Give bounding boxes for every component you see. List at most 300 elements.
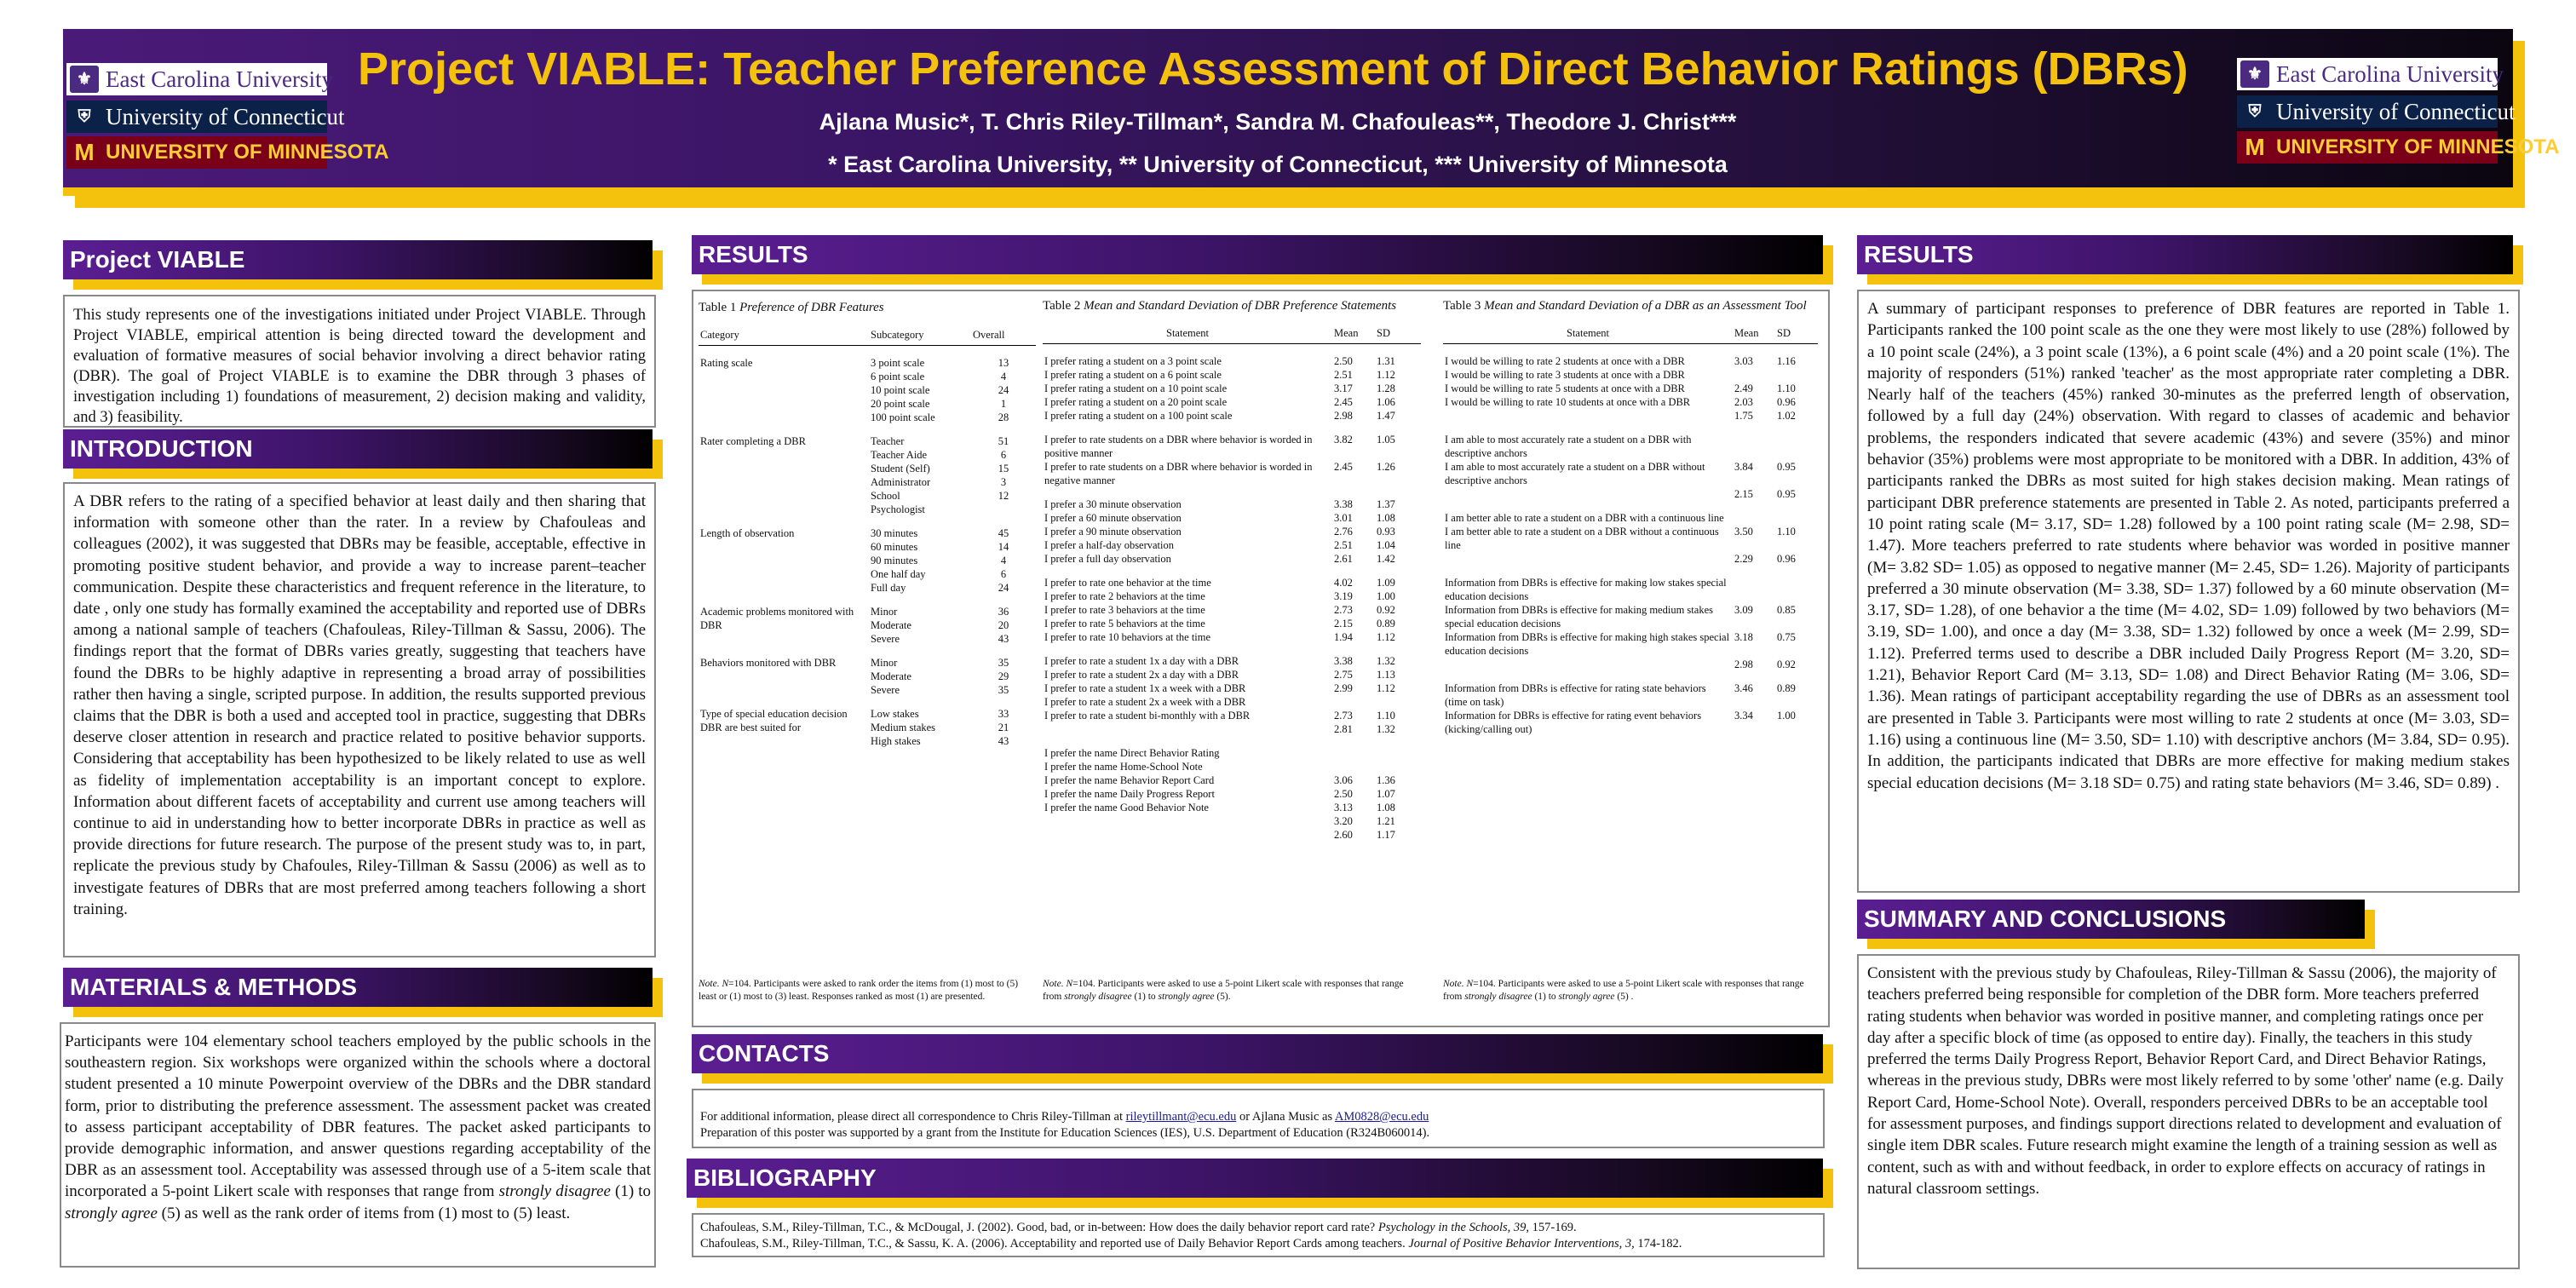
table-1-label: Table 1: [699, 301, 737, 314]
mean-cell: 2.45: [1334, 461, 1353, 473]
summary-heading: SUMMARY AND CONCLUSIONS: [1857, 900, 2365, 939]
mean-cell: 3.38: [1334, 655, 1353, 667]
sd-cell: 1.13: [1377, 669, 1395, 681]
overall-cell: 43: [998, 735, 1009, 747]
statement-cell: I prefer the name Good Behavior Note: [1044, 802, 1209, 814]
table-row: [1043, 589, 1421, 603]
table-row: [1043, 644, 1421, 668]
table-row: [1043, 695, 1421, 709]
table-1-header: Category: [699, 325, 869, 346]
statement-cell: I would be willing to rate 10 students at once with a DBR: [1445, 396, 1691, 408]
ecu-seal-icon: ⚜: [2240, 60, 2269, 88]
statement-cell: Information from DBRs is effective for rating state behaviors (time on task): [1445, 682, 1706, 708]
sd-cell: 1.02: [1777, 410, 1796, 422]
statement-cell: [1043, 814, 1332, 828]
mean-cell: [1733, 566, 1775, 603]
subcategory-cell: Moderate: [871, 619, 911, 631]
uconn-logo-right: [2237, 95, 2516, 128]
subcategory-cell: Minor: [871, 657, 898, 669]
mean-cell: 2.50: [1334, 355, 1353, 367]
contacts-text: For additional information, please direct all correspondence to Chris Riley-Tillman at: [700, 1110, 1126, 1124]
sd-cell: 1.32: [1377, 655, 1395, 667]
overall-cell: 29: [998, 670, 1009, 682]
mean-cell: 3.84: [1734, 461, 1753, 473]
sd-cell: 1.06: [1377, 396, 1395, 408]
sd-cell: 1.17: [1377, 829, 1395, 841]
table-row: [1043, 630, 1421, 644]
sd-cell: 0.89: [1377, 618, 1395, 630]
sd-cell: 0.95: [1777, 488, 1796, 500]
poster-title: Project VIABLE: Teacher Preference Assessment of Direct Behavior Ratings (DBRs): [358, 43, 2188, 95]
statement-cell: Information for DBRs is effective for rating event behaviors (kicking/calling out): [1445, 710, 1702, 735]
contacts-heading: CONTACTS: [692, 1034, 1823, 1073]
mean-cell: 3.38: [1334, 498, 1353, 510]
viable-heading: Project VIABLE: [63, 240, 653, 279]
table-row: [1043, 487, 1421, 511]
overall-cell: [971, 503, 1036, 516]
table-row: [1043, 709, 1421, 722]
reference-text: Chafouleas, S.M., Riley-Tillman, T.C., & McDougal, J. (2002). Good, bad, or in-between: How does the daily behavior report card rate?: [700, 1221, 1378, 1234]
mean-cell: [1733, 423, 1775, 460]
mean-cell: 3.06: [1334, 774, 1353, 786]
sd-cell: 1.42: [1377, 553, 1395, 565]
table-row: [1043, 538, 1421, 552]
statement-cell: I would be willing to rate 3 students at once with a DBR: [1445, 369, 1685, 381]
statement-cell: I prefer rating a student on a 20 point scale: [1044, 396, 1228, 408]
mean-cell: 3.46: [1734, 682, 1753, 694]
table-2-header: SD: [1375, 323, 1421, 344]
statement-cell: I prefer to rate students on a DBR where behavior is worded in positive manner: [1044, 434, 1313, 459]
sd-cell: 1.09: [1377, 577, 1395, 589]
sd-cell: 1.00: [1377, 590, 1395, 602]
table-3-note-emphasis: strongly disagree: [1464, 992, 1532, 1002]
sd-cell: 0.92: [1777, 658, 1796, 670]
sd-cell: 0.96: [1777, 553, 1796, 565]
sd-cell: 1.10: [1377, 710, 1395, 722]
statement-cell: I am better able to rate a student on a DBR with a continuous line: [1445, 512, 1724, 524]
statement-cell: I would be willing to rate 5 students at once with a DBR: [1445, 382, 1685, 394]
statement-cell: I prefer the name Direct Behavior Rating: [1044, 747, 1220, 759]
mean-cell: [1332, 760, 1375, 773]
umn-m-icon: M: [74, 139, 95, 165]
overall-cell: 43: [998, 633, 1009, 645]
table-row: [1043, 566, 1421, 589]
statement-cell: I prefer rating a student on a 10 point scale: [1044, 382, 1228, 394]
mean-cell: 2.73: [1334, 710, 1353, 722]
sd-cell: 1.08: [1377, 512, 1395, 524]
mean-cell: 3.01: [1334, 512, 1353, 524]
table-row: [1043, 787, 1421, 801]
statement-cell: I prefer a 60 minute observation: [1044, 512, 1182, 524]
results-heading-middle: RESULTS: [692, 235, 1823, 274]
statement-cell: I prefer to rate a student 1x a week with a DBR: [1044, 682, 1246, 694]
subcategory-cell: 90 minutes: [871, 555, 918, 566]
mean-cell: 2.99: [1334, 682, 1353, 694]
overall-cell: 4: [1000, 555, 1007, 566]
reference-text: 157-169.: [1529, 1221, 1577, 1234]
statement-cell: I am able to most accurately rate a student on a DBR without descriptive anchors: [1445, 461, 1705, 486]
author-list: Ajlana Music*, T. Chris Riley-Tillman*, Sandra M. Chafouleas**, Theodore J. Christ***: [819, 109, 1737, 135]
sd-cell: 1.08: [1377, 802, 1395, 814]
table-2-caption: [1043, 298, 1421, 314]
table-3-note-text: =104. Participants were asked to use a 5-point Likert scale with responses that range from: [1443, 979, 1804, 1002]
ecu-logo-text: East Carolina University: [2276, 61, 2504, 87]
subcategory-cell: 30 minutes: [871, 527, 918, 539]
sd-cell: 1.10: [1777, 526, 1796, 538]
umn-logo-right: [2237, 131, 2560, 164]
table-3-body: [1443, 344, 1818, 737]
summary-text: Consistent with the previous study by Chafouleas, Riley-Tillman & Sassu (2006), the majority of teachers preferred being responsible for completion of the DBR form. More teachers preferred rating students when behavior was worded in positive manner, and completing ratings once per day after a specific block of time (as opposed to entire day). Finally, the teachers in this study preferred the terms Daily Progress Report, Behavior Report Card, and Direct Behavior Ratings, whereas in the previous study, DBRs were most likely referred to by some 'other' name (e.g. Daily Report Card, Home-School Note). Overall, responders perceived DBRs to be an acceptable tool for assessment purposes, and findings support directions related to development and evaluation of single item DBR scales. Future research might examine the length of a training session as well as content, such as with and without feedback, in order to explore effects on accuracy of ratings in natural classroom settings.: [1857, 954, 2520, 1269]
overall-cell: 24: [998, 384, 1009, 396]
mean-cell: 2.03: [1734, 396, 1753, 408]
sd-cell: 1.10: [1777, 382, 1796, 394]
overall-cell: 45: [998, 527, 1009, 539]
uconn-seal-icon: ⛨: [2248, 102, 2262, 121]
sd-cell: 1.04: [1377, 539, 1395, 551]
ecu-seal-icon: ⚜: [70, 66, 99, 93]
table-row: [1043, 814, 1421, 828]
subcategory-cell: School: [871, 490, 900, 502]
table-row: [1443, 423, 1818, 460]
statement-cell: I prefer to rate one behavior at the time: [1044, 577, 1211, 589]
sd-cell: 0.95: [1777, 461, 1796, 473]
overall-cell: 20: [998, 619, 1009, 631]
subcategory-cell: Low stakes: [871, 708, 919, 720]
sd-cell: [1375, 736, 1421, 760]
overall-cell: 3: [1000, 476, 1007, 488]
table-1-title: Preference of DBR Features: [739, 301, 884, 314]
table-2-note-text: (5).: [1214, 992, 1231, 1002]
overall-cell: 1: [1000, 398, 1007, 410]
sd-cell: 1.28: [1377, 382, 1395, 394]
statement-cell: I would be willing to rate 2 students at once with a DBR: [1445, 355, 1685, 367]
overall-cell: 6: [1000, 568, 1007, 580]
subcategory-cell: Psychologist: [871, 503, 925, 515]
sd-cell: 0.75: [1777, 631, 1796, 643]
category-cell: Academic problems monitored with DBR: [700, 606, 854, 631]
overall-cell: 12: [998, 490, 1009, 502]
introduction-text: A DBR refers to the rating of a specified behavior at least daily and then sharing that information with someone other than the rater. In a review by Chafouleas and colleagues (2002), it was suggested that DBRs may be feasible, acceptable, effective in promoting positive student behavior, and provide a way to increase parent–teacher communication. Despite these characteristics and frequent reference in the literature, to date , only one study has formally examined the acceptability and reported use of DBRs among a national sample of teachers (Chafouleas, Riley-Tillman & Sassu, 2006). The findings report that the format of DBRs varies greatly, suggesting that teachers have found the DBRs to be highly adaptive in representing a broad array of possibilities rather then having a single, scripted purpose. In addition, the results supported previous claims that the DBR is both a used and accepted tool in practice, suggesting that DBRs deserve closer attention in research and practice related to positive behavior supports. Considering that acceptability has been hypothesized to be likely related to use as well as fidelity of implementation acceptability is an important concept to explore. Information about different facets of acceptability and current use among teachers will continue to aid in understanding how to better incorporate DBRs in practice as well as provide directions for future research. The purpose of the present study was to, in part, replicate the previous study by Chafoules, Riley-Tillman & Sassu (2006) as well as to investigate features of DBRs that are most preferred among teachers following a short training.: [63, 482, 656, 957]
statement-cell: I prefer rating a student on a 6 point scale: [1044, 369, 1222, 381]
statement-cell: I prefer a full day observation: [1044, 553, 1171, 565]
affiliation-list: * East Carolina University, ** University of Connecticut, *** University of Minnesota: [828, 152, 1728, 177]
results-text: A summary of participant responses to preference of DBR features are reported in Table 1. Participants ranked the 100 point scale as the one they were most likely to use (28%) followed by a 10 point scale (24%), a 3 point scale (13%), a 6 point scale (4%) and a 20 point scale (1%). The majority of responders (51%) ranked 'teacher' as the most appropriate rater completing a DBR. Nearly half of the teachers (45%) ranked 30-minutes as the preferred length of observation, followed by a full day (24%) observation. With regard to classes of academic and behavior problems, the responders indicated that severe academic (43%) and severe (35%) and minor behavior (35%) problems were most appropriate to be monitored with a DBR. In addition, 43% of participants ranked the DBRs as most suited for high stakes decision making. Mean ratings of participant DBR preference statements are presented in Table 2. As noted, participants preferred a 10 point rating scale (M= 3.17, SD= 1.28) followed by a 100 point rating scale (M= 2.98, SD= 1.47). More teachers preferred to rate students where behavior was worded in positive manner (M= 3.82 SD= 1.05) as opposed to negative manner (M= 2.45, SD= 1.26). Majority of participants preferred a 30 minute observation (M= 3.38, SD= 1.37) followed by a 60 minute observation (M= 3.17, SD= 1.28), of one behavior a the time (M= 4.02, SD= 1.09) followed by two behaviors (M= 3.19, SD= 1.00), and once a day (M= 3.38, SD= 1.32) followed by once a week (M= 2.99, SD= 1.12). Preferred terms used to describe a DBR included Daily Progress Report (M= 3.20, SD= 1.21), Behavior Report Card (M= 3.13, SD= 1.08) and Direct Behavior Rating (M= 3.06, SD= 1.36). Mean ratings of participant acceptability regarding the use of DBRs as an assessment tool are presented in Table 3. Participants were most willing to rate 2 students at once (M= 3.03, SD= 1.16) using a continuous line (M= 3.50, SD= 1.10) with descriptive anchors (M= 3.84, SD= 0.95). In addition, the participants indicated that DBRs are more effective for making medium stakes special education decisions (M= 3.18 SD= 0.75) and rating state behaviors (M= 3.46, SD= 0.89) .: [1857, 290, 2520, 893]
mean-cell: 3.82: [1334, 434, 1353, 446]
table-row: [1443, 368, 1818, 382]
table-2: [1043, 298, 1421, 842]
subcategory-cell: 100 point scale: [871, 411, 935, 423]
reference-text: Chafouleas, S.M., Riley-Tillman, T.C., & Sassu, K. A. (2006). Acceptability and reported use of Daily Behavior Report Cards among teachers.: [700, 1237, 1409, 1251]
umn-logo: [66, 136, 389, 169]
table-2-note: Note. N=104. Participants were asked to use a 5-point Likert scale with responses that range from strongly disagree (1) to strongly agree (5).: [1043, 979, 1404, 1002]
table-2-header: Mean: [1332, 323, 1375, 344]
table-1-note-n: N: [722, 979, 729, 989]
sd-cell: 0.92: [1377, 604, 1395, 616]
statement-cell: [1443, 409, 1733, 423]
subcategory-cell: Severe: [871, 684, 900, 696]
table-3-header: Statement: [1443, 323, 1733, 344]
statement-cell: I prefer to rate 5 behaviors at the time: [1044, 618, 1205, 630]
statement-cell: I prefer a 30 minute observation: [1044, 498, 1182, 510]
email-link-riley-tillman[interactable]: rileytillmant@ecu.edu: [1125, 1110, 1237, 1124]
statement-cell: [1443, 658, 1733, 671]
overall-cell: 35: [998, 684, 1009, 696]
table-3-header: SD: [1775, 323, 1818, 344]
overall-cell: 51: [998, 435, 1009, 447]
table-row: [1043, 801, 1421, 814]
table-3-header: Mean: [1733, 323, 1775, 344]
statement-cell: I prefer to rate 3 behaviors at the time: [1044, 604, 1205, 616]
results-heading-right: RESULTS: [1857, 235, 2513, 274]
subcategory-cell: Medium stakes: [871, 722, 936, 733]
category-cell: Length of observation: [700, 527, 795, 539]
mean-cell: [1733, 368, 1775, 382]
table-row: [699, 424, 1036, 448]
contacts-text: or Ajlana Music as: [1236, 1110, 1335, 1124]
table-3-caption: [1443, 298, 1818, 314]
mean-cell: 2.49: [1734, 382, 1753, 394]
mean-cell: 2.60: [1334, 829, 1353, 841]
sd-cell: 1.47: [1377, 410, 1395, 422]
reference-text: 174-182.: [1634, 1237, 1682, 1251]
umn-logo-text: UNIVERSITY OF MINNESOTA: [106, 141, 389, 164]
statement-cell: I prefer rating a student on a 100 point scale: [1044, 410, 1233, 422]
table-row: [1043, 603, 1421, 617]
overall-cell: 6: [1000, 449, 1007, 461]
subcategory-cell: 60 minutes: [871, 541, 918, 553]
table-row: [1443, 658, 1818, 671]
sd-cell: 0.89: [1777, 682, 1796, 694]
statement-cell: Information from DBRs is effective for making medium stakes special education decisions: [1445, 604, 1713, 630]
table-1-header: Subcategory: [869, 325, 971, 346]
mean-cell: [1733, 501, 1775, 525]
table-2-note-n: N: [1066, 979, 1073, 989]
uconn-logo-text: University of Connecticut: [2276, 99, 2516, 124]
mean-cell: 2.81: [1334, 723, 1353, 735]
methods-text: [60, 1022, 656, 1268]
category-cell: Rating scale: [700, 357, 753, 369]
mean-cell: 2.51: [1334, 539, 1353, 551]
sd-cell: 1.12: [1377, 631, 1395, 643]
uconn-seal-icon: ⛨: [78, 107, 91, 126]
contacts-box: [692, 1089, 1825, 1148]
table-row: [1443, 552, 1818, 566]
statement-cell: [1443, 487, 1733, 501]
sd-cell: [1775, 368, 1818, 382]
sd-cell: 1.16: [1777, 355, 1796, 367]
contacts-line-1: [700, 1109, 1814, 1125]
table-row: [1443, 460, 1818, 487]
subcategory-cell: High stakes: [871, 735, 921, 747]
mean-cell: 3.34: [1734, 710, 1753, 722]
mean-cell: 1.94: [1334, 631, 1353, 643]
table-row: [1043, 344, 1421, 369]
table-2-note-text: =104. Participants were asked to use a 5-point Likert scale with responses that range from: [1043, 979, 1404, 1002]
category-cell: Behaviors monitored with DBR: [700, 657, 837, 669]
table-row: [1443, 709, 1818, 736]
overall-cell: 13: [998, 357, 1009, 369]
ecu-logo-text: East Carolina University: [106, 66, 333, 92]
email-link-music[interactable]: AM0828@ecu.edu: [1334, 1110, 1429, 1124]
table-row: [1043, 525, 1421, 538]
table-3-note-emphasis: strongly agree: [1558, 992, 1615, 1002]
bibliography-heading: BIBLIOGRAPHY: [687, 1159, 1823, 1198]
overall-cell: 15: [998, 463, 1009, 474]
statement-cell: I am able to most accurately rate a student on a DBR with descriptive anchors: [1445, 434, 1692, 459]
ecu-logo-right: [2237, 58, 2504, 90]
table-2-note-emphasis: strongly agree: [1158, 992, 1215, 1002]
category-cell: Rater completing a DBR: [700, 435, 806, 447]
table-row: [1043, 617, 1421, 630]
table-row: [1443, 382, 1818, 395]
overall-cell: 35: [998, 657, 1009, 669]
table-row: [1443, 630, 1818, 658]
table-row: [1443, 501, 1818, 525]
sd-cell: 1.32: [1377, 723, 1395, 735]
mean-cell: 2.15: [1734, 488, 1753, 500]
mean-cell: 3.20: [1334, 815, 1353, 827]
mean-cell: 2.51: [1334, 369, 1353, 381]
sd-cell: 1.26: [1377, 461, 1395, 473]
umn-m-icon: M: [2245, 134, 2265, 160]
table-3: [1443, 298, 1818, 736]
mean-cell: 2.98: [1334, 410, 1353, 422]
reference-journal: Psychology in the Schools, 39,: [1377, 1221, 1530, 1234]
mean-cell: 1.75: [1734, 410, 1753, 422]
table-3-grid: [1443, 323, 1818, 736]
methods-emphasis: strongly agree: [65, 1204, 158, 1222]
mean-cell: 2.61: [1334, 553, 1353, 565]
table-3-note-text: (1) to: [1532, 992, 1559, 1002]
reference-2: [700, 1236, 1816, 1252]
table-row: [699, 346, 1036, 371]
table-row: [1443, 525, 1818, 552]
subcategory-cell: 6 point scale: [871, 371, 925, 382]
ecu-logo: [66, 63, 333, 95]
mean-cell: 3.18: [1734, 631, 1753, 643]
table-row: [1043, 828, 1421, 842]
statement-cell: I prefer to rate a student 2x a week with a DBR: [1044, 696, 1246, 708]
subcategory-cell: Full day: [871, 582, 906, 594]
table-row: [1443, 487, 1818, 501]
table-row: [1443, 566, 1818, 603]
table-row: [1043, 681, 1421, 695]
overall-cell: 21: [998, 722, 1009, 733]
table-row: [1043, 368, 1421, 382]
sd-cell: 0.85: [1777, 604, 1796, 616]
umn-logo-text: UNIVERSITY OF MINNESOTA: [2276, 135, 2560, 158]
mean-cell: [1332, 736, 1375, 760]
table-1-body: [699, 346, 1036, 749]
sd-cell: [1375, 695, 1421, 709]
subcategory-cell: 20 point scale: [871, 398, 930, 410]
mean-cell: 2.98: [1734, 658, 1753, 670]
reference-journal: Journal of Positive Behavior Interventions, 3,: [1408, 1237, 1635, 1251]
subcategory-cell: 10 point scale: [871, 384, 930, 396]
statement-cell: I prefer the name Behavior Report Card: [1044, 774, 1215, 786]
bibliography-box: [692, 1213, 1825, 1257]
mean-cell: 2.76: [1334, 526, 1353, 538]
statement-cell: [1443, 552, 1733, 566]
table-row: [1043, 409, 1421, 423]
table-1-header: Overall: [971, 325, 1036, 346]
viable-text: This study represents one of the investigations initiated under Project VIABLE. Through Project VIABLE, empirical attention is being directed toward the development and evaluation of formative measures of social behavior involving a direct behavior rating (DBR). The goal of Project VIABLE is to examine the DBR through 3 phases of investigation including 1) foundations of measurement, 2) decision making and validity, and 3) feasibility.: [63, 295, 656, 428]
sd-cell: 1.12: [1377, 682, 1395, 694]
category-cell: Type of special education decision DBR are best suited for: [700, 708, 848, 733]
statement-cell: I prefer to rate a student 1x a day with a DBR: [1044, 655, 1239, 667]
table-row: [1043, 511, 1421, 525]
reference-1: [700, 1220, 1816, 1236]
sd-cell: [1375, 760, 1421, 773]
mean-cell: 3.19: [1334, 590, 1353, 602]
sd-cell: 1.37: [1377, 498, 1395, 510]
table-row: [699, 646, 1036, 670]
table-row: [1443, 603, 1818, 630]
table-1-caption: [699, 300, 1036, 316]
table-row: [1043, 760, 1421, 773]
methods-text-part: Participants were 104 elementary school teachers employed by the public schools in the southeastern region. Six workshops were organized within the schools where a doctoral student presented a 10 minute Powerpoint overview of the DBRs and the DBR standard form, prior to distributing the preference assessment. The assessment packet was created to assess participant acceptability of DBR features. The packet asked participants to provide demographic information, and answer questions regarding acceptability of the DBR as an assessment tool. Acceptability was assessed through use of a 5-item scale that incorporated a 5-point Likert scale with responses that range from: [65, 1032, 651, 1201]
table-row: [1043, 382, 1421, 395]
sd-cell: 1.31: [1377, 355, 1395, 367]
subcategory-cell: Minor: [871, 606, 898, 618]
table-2-note-emphasis: strongly disagree: [1064, 992, 1132, 1002]
table-row: [1443, 344, 1818, 369]
statement-cell: I prefer rating a student on a 3 point scale: [1044, 355, 1222, 367]
subcategory-cell: Student (Self): [871, 463, 930, 474]
subcategory-cell: Teacher: [871, 435, 905, 447]
table-row: [1043, 773, 1421, 787]
introduction-heading: INTRODUCTION: [63, 429, 653, 469]
overall-cell: 14: [998, 541, 1009, 553]
overall-cell: 28: [998, 411, 1009, 423]
sd-cell: 1.21: [1377, 815, 1395, 827]
overall-cell: 24: [998, 582, 1009, 594]
statement-cell: [1043, 828, 1332, 842]
uconn-logo: [66, 101, 345, 133]
overall-cell: 33: [998, 708, 1009, 720]
table-row: [1443, 395, 1818, 409]
subcategory-cell: Administrator: [871, 476, 931, 488]
table-row: [1443, 409, 1818, 423]
mean-cell: 2.73: [1334, 604, 1353, 616]
sd-cell: 1.05: [1377, 434, 1395, 446]
overall-cell: 4: [1000, 371, 1007, 382]
uconn-logo-text: University of Connecticut: [106, 104, 345, 129]
statement-cell: I prefer the name Home-School Note: [1044, 761, 1203, 773]
mean-cell: 4.02: [1334, 577, 1353, 589]
subcategory-cell: Severe: [871, 633, 900, 645]
methods-heading: MATERIALS & METHODS: [63, 968, 653, 1007]
contacts-line-2: Preparation of this poster was supported by a grant from the Institute for Education Sciences (IES), U.S. Department of Education (R324B060014).: [700, 1126, 1430, 1140]
mean-cell: 3.09: [1734, 604, 1753, 616]
table-row: [1443, 671, 1818, 709]
statement-cell: I am better able to rate a student on a DBR without a continuous line: [1445, 526, 1719, 551]
table-row: [699, 516, 1036, 540]
subcategory-cell: Moderate: [871, 670, 911, 682]
methods-emphasis: strongly disagree: [498, 1182, 611, 1201]
statement-cell: I prefer to rate 2 behaviors at the time: [1044, 590, 1205, 602]
table-row: [699, 697, 1036, 721]
statement-cell: I prefer to rate a student bi-monthly with a DBR: [1044, 710, 1251, 722]
table-3-label: Table 3: [1443, 299, 1481, 313]
statement-cell: I prefer a half-day observation: [1044, 539, 1175, 551]
table-2-label: Table 2: [1043, 299, 1081, 313]
table-row: [1043, 460, 1421, 487]
table-1-note: Note. N=104. Participants were asked to rank order the items from (1) most to (5) least or (1) most to (3) least. Responses ranked as most (1) are presented.: [699, 979, 1019, 1002]
statement-cell: I prefer the name Daily Progress Report: [1044, 788, 1215, 800]
sd-cell: [1775, 423, 1818, 460]
table-row: [1043, 552, 1421, 566]
